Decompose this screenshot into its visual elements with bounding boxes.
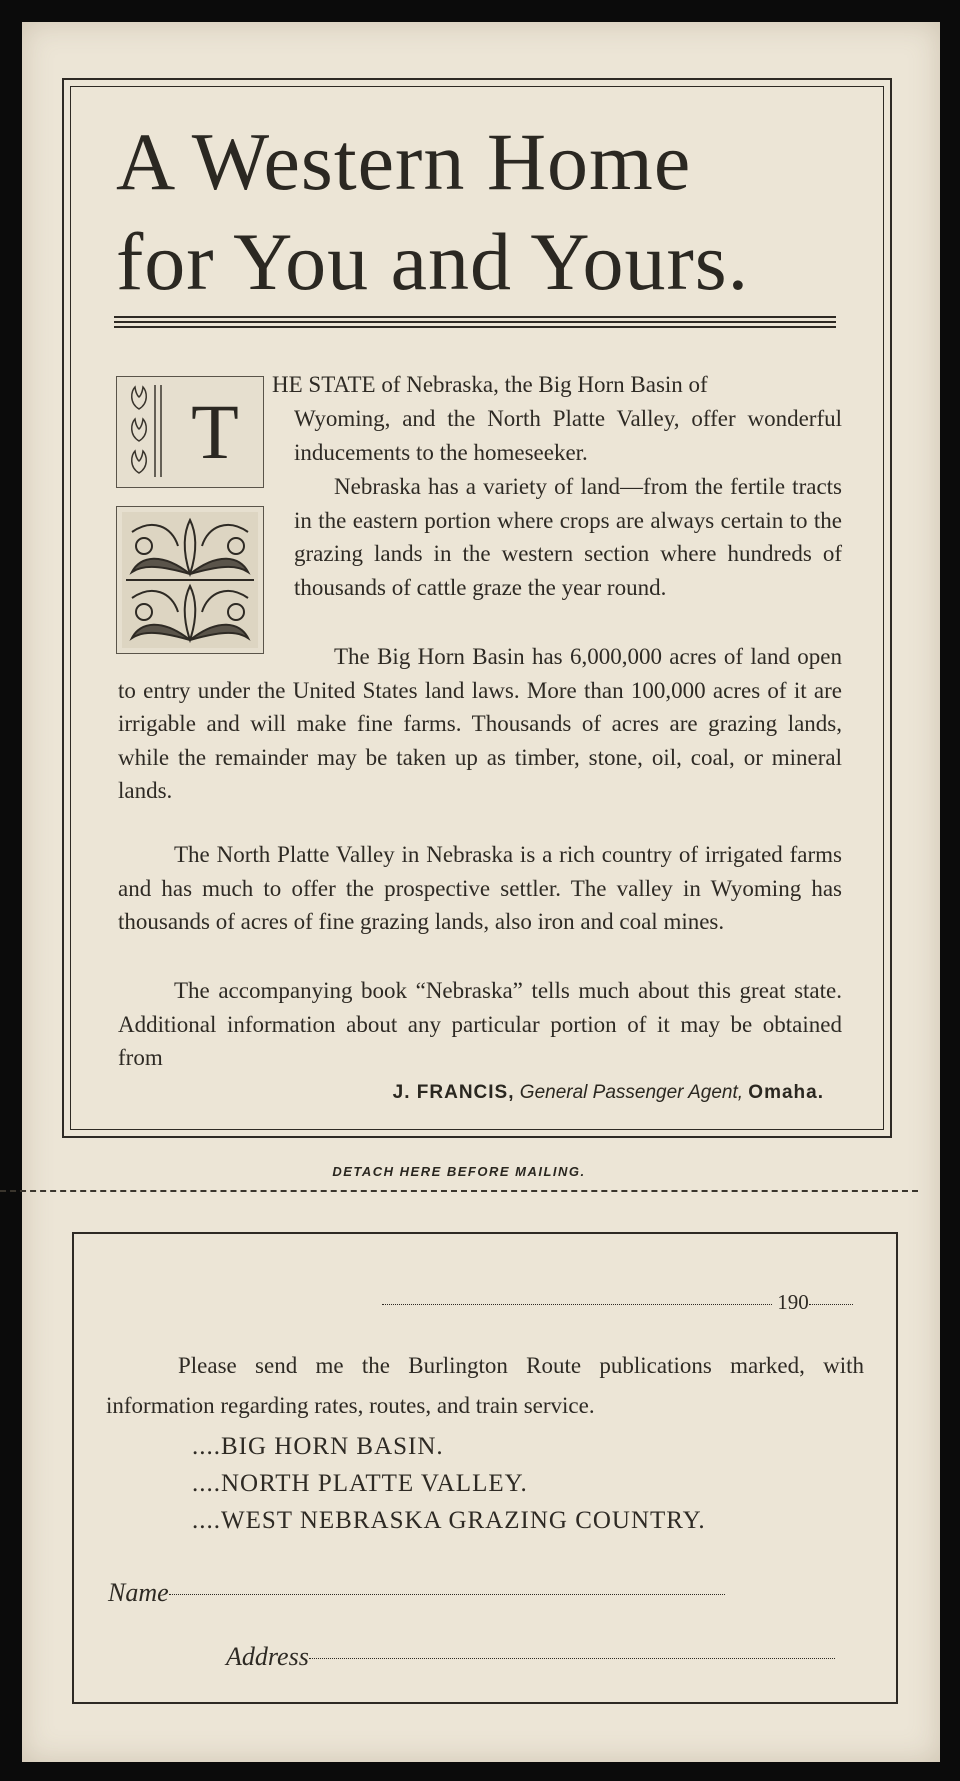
paragraph-intro-first-line: HE STATE of Nebraska, the Big Horn Basin of bbox=[272, 372, 708, 397]
option-north-platte-valley[interactable]: ....NORTH PLATTE VALLEY. bbox=[192, 1470, 528, 1497]
date-blank[interactable] bbox=[382, 1304, 772, 1305]
tulip-ornament-icon bbox=[123, 383, 169, 479]
request-text: Please send me the Burlington Route publications marked, with information regarding rates, routes, and train service. bbox=[106, 1353, 864, 1418]
headline-line-1: A Western Home bbox=[116, 116, 692, 207]
option-big-horn-basin[interactable]: ....BIG HORN BASIN. bbox=[192, 1433, 444, 1460]
signature-line bbox=[118, 1082, 824, 1104]
date-year-prefix: 190 bbox=[777, 1290, 809, 1314]
headline-line-2: for You and Yours. bbox=[116, 216, 750, 307]
publication-options bbox=[192, 1428, 872, 1539]
date-year-blank[interactable] bbox=[809, 1304, 853, 1305]
paragraph-nebraska: Nebraska has a variety of land—from the fertile tracts in the eastern portion where crops are always certain to the grazing lands in the western section where hundreds of thousands of cattle graze the year round. bbox=[294, 474, 842, 600]
agent-city: Omaha. bbox=[748, 1082, 824, 1103]
name-blank[interactable] bbox=[169, 1594, 725, 1595]
detach-instruction: DETACH HERE BEFORE MAILING. bbox=[332, 1164, 586, 1179]
perforation-line[interactable] bbox=[0, 1190, 918, 1192]
paragraph-accompanying-book: The accompanying book “Nebraska” tells much about this great state. Additional information about any particular portion of it may be obtained from bbox=[118, 978, 842, 1070]
address-blank[interactable] bbox=[309, 1658, 835, 1659]
drop-cap-initial bbox=[116, 376, 264, 488]
name-label: Name bbox=[108, 1578, 169, 1607]
date-field[interactable] bbox=[382, 1290, 864, 1315]
address-field[interactable] bbox=[226, 1642, 835, 1672]
paragraph-intro: Wyoming, and the North Platte Valley, offer wonderful inducements to the homeseeker. bbox=[294, 406, 842, 465]
option-west-nebraska-grazing[interactable]: ....WEST NEBRASKA GRAZING COUNTRY. bbox=[192, 1507, 706, 1534]
address-label: Address bbox=[226, 1642, 309, 1671]
paragraph-big-horn-basin: The Big Horn Basin has 6,000,000 acres of land open to entry under the United States land laws. More than 100,000 acres of it are irrigable and will make fine farms. Thousands of acres are grazing lands, while the remainder may be taken up as timber, stone, oil, coal, or mineral lands. bbox=[118, 644, 842, 803]
headline bbox=[116, 112, 856, 312]
double-rule-divider bbox=[114, 316, 836, 331]
floral-ornament-panel bbox=[116, 506, 264, 654]
paragraph-north-platte-valley: The North Platte Valley in Nebraska is a rich country of irrigated farms and has much to offer the prospective settler. The valley in Wyoming has thousands of acres of fine grazing lands, also iron and coal mines. bbox=[118, 842, 842, 934]
agent-name: J. FRANCIS, bbox=[392, 1082, 515, 1103]
drop-cap-letter: T bbox=[191, 388, 239, 475]
agent-title: General Passenger Agent, bbox=[519, 1082, 744, 1103]
name-field[interactable] bbox=[108, 1578, 725, 1608]
floral-ornament-icon bbox=[122, 512, 258, 648]
